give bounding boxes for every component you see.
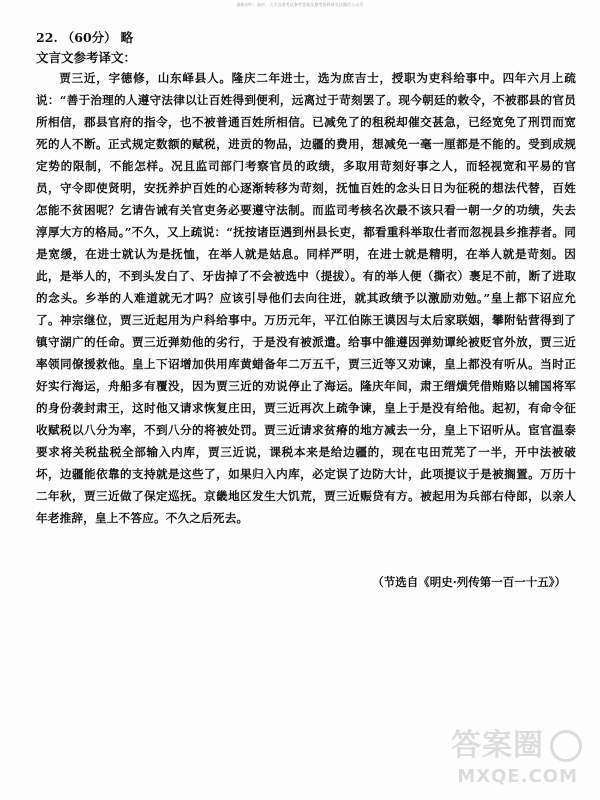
watermark-logo-text: 答案圈: [451, 728, 544, 763]
question-header: [36, 30, 137, 46]
watermark-seal-icon: [550, 730, 582, 762]
question-score: （60分）: [61, 30, 117, 45]
source-citation: （节选自《明史·列传第一百一十五》）: [372, 575, 566, 589]
site-watermark: [432, 730, 582, 788]
watermark-url: MXQE.COM: [457, 766, 578, 787]
section-title: 文言文参考译文：: [36, 50, 137, 65]
question-answer: 略: [120, 30, 134, 45]
translation-paragraph: 贾三近，字德修，山东峄县人。隆庆二年进士，选为庶吉士，授职为吏科给事中。四年六月上疏说：“善于治理的人遵守法律以让百姓得到便利，远离过于苛刻罢了。现今朝廷的敕令，不被郡县的官员所相信，郡县官府的指令，也不被普通百姓所相信。已减免了的租税却催交甚急，已经宽免了刑罚而宽死的人不断。正式规定数额的赋税，进贡的物品，边疆的费用，想减免一毫一厘都是不能的。受到成规定势的限制，不能怎样。况且监司部门考察官员的政绩，多取用苛刻好事之人，而轻视宽和平易的官员，守令即使贤明，安抚养护百姓的心逐渐转移为苛刻，抚恤百姓的念头日日为征税的想法代替，百姓怎能不贫困呢？乞请告诫有关官吏务必要遵守法制。而监司考核名次最不该只看一朝一夕的功绩，失去淳厚大方的格局。”不久，又上疏说：“抚按诸臣遇到州县长吏，都看重科举取仕者而忽视县乡推荐者。同是宽缓，在进士就认为是抚恤，在举人就是姑息。同样严明，在进士就是精明，在举人就是苛刻。因此，是举人的，不到头发白了、牙齿掉了不会被选中（提拔）。有的举人便（撕衣）裹足不前，断了进取的念头。乡举的人难道就无才吗？应该引导他们去向往进，就其政绩予以激励劝勉。”皇上都下诏应允了。神宗继位，贾三近起用为户科给事中。万历元年，平江伯陈王谟因与太后家联姻，攀附钻营得到了镇守湖广的任命。贾三近弹劾他的劣行，于是没有被派遣。给事中雒遵因弹劾谭纶被贬官外放，贾三近率领同僚援救他。皇上下诏增加供用库黄蜡备年二万五千，贾三近等又劝谏，皇上都没有听从。当时正好实行海运，舟船多有覆没，因为贾三近的劝说停止了海运。隆庆年间，肃王缙熿凭借贿赂以辅国将军的身份袭封肃王，这时他又请求恢复庄田，贾三近再次上疏争谏，皇上于是没有给他。起初，有命令征收赋税以八分为率，不到八分的将被处罚。贾三近请求贫瘠的地方减去一分，皇上下诏听从。宦官温泰要求将关税盐税全部输入内库，贾三近说，课税本来是给边疆的，现在屯田荒芜了一半，开中法被破坏，边疆能依靠的支持就是这些了，如果归入内库，必定误了边防大计，此项提议于是被搁置。万历十二年秋，贾三近做了保定巡抚。京畿地区发生大饥荒，贾三近赈贷有方。被起用为兵部右侍郎，以亲人年老推辞，皇上不答应。不久之后死去。: [36, 71, 576, 525]
header-note: 最新初中、高中、大学各类考试参考答案及参考资料请关注微信公众号: [236, 2, 364, 7]
question-number: 22.: [36, 30, 58, 45]
